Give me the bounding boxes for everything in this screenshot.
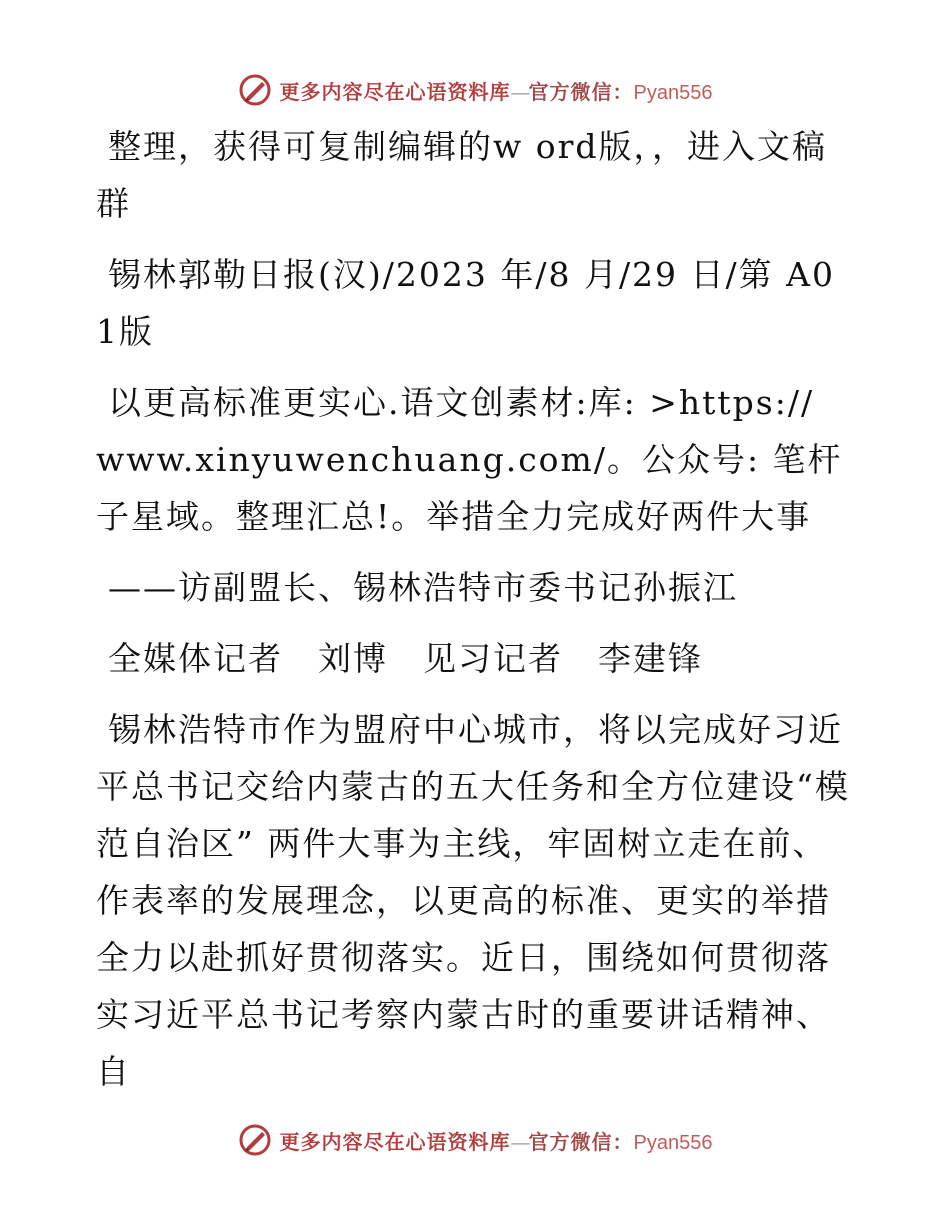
banner-wechat-label: 官方微信： xyxy=(528,1129,634,1154)
banner-separator: — xyxy=(510,1129,529,1154)
paragraph-headline: 以更高标准更实心.语文创素材:库: >https:// www.xinyuwenchuang.com/。公众号: 笔杆子星域。整理汇总!。举措全力完成好两件大事 xyxy=(96,383,843,536)
paragraph-subtitle: ——访副盟长、锡林浩特市委书记孙振江 xyxy=(108,568,738,607)
banner-wechat-id: Pyan556 xyxy=(633,1131,713,1154)
paragraph-intro-note: 整理，获得可复制编辑的w ord版，，进入文稿群 xyxy=(96,127,828,223)
banner-wechat-label: 官方微信： xyxy=(528,79,634,104)
banner-wechat-id: Pyan556 xyxy=(633,81,713,104)
banner-brand-text: 更多内容尽在心语资料库 xyxy=(279,1129,511,1154)
footer-watermark-banner xyxy=(0,1118,950,1162)
pen-seal-logo-icon xyxy=(238,73,272,107)
banner-separator: — xyxy=(510,79,529,104)
document-body xyxy=(96,118,856,1114)
banner-brand-text: 更多内容尽在心语资料库 xyxy=(279,79,511,104)
banner-text xyxy=(280,76,713,105)
banner-text xyxy=(280,1126,713,1155)
paragraph-article-body: 锡林浩特市作为盟府中心城市，将以完成好习近平总书记交给内蒙古的五大任务和全方位建设“模范自治区” 两件大事为主线，牢固树立走在前、作表率的发展理念，以更高的标准、更实的举措全力以赴抓好贯彻落实。近日，围绕如何贯彻落实习近平总书记考察内蒙古时的重要讲话精神、自 xyxy=(96,710,850,1091)
paragraph-source-line: 锡林郭勒日报(汉)/2023 年/8 月/29 日/第 A01版 xyxy=(96,255,835,351)
header-watermark-banner xyxy=(0,68,950,112)
pen-seal-logo-icon xyxy=(238,1123,272,1157)
paragraph-byline: 全媒体记者 刘博 见习记者 李建锋 xyxy=(108,639,703,678)
